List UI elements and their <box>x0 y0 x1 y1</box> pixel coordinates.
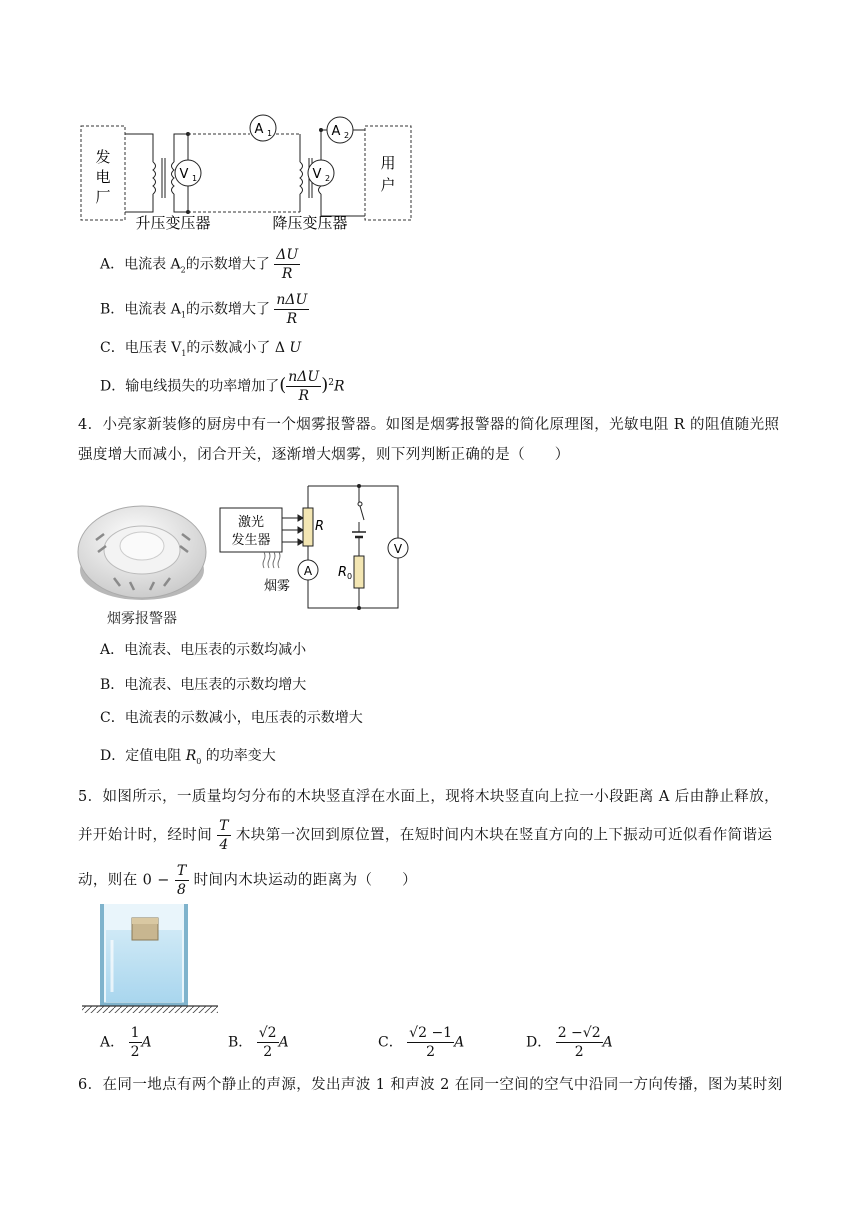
step-up-secondary-coil <box>172 162 175 194</box>
q3-option-b-fraction <box>274 291 309 328</box>
q4-option-c: C．电流表的示数减小，电压表的示数增大 <box>100 710 363 726</box>
ammeter-a1-sub: 1 <box>267 129 273 138</box>
q3-option-b-num: nΔU <box>276 292 308 308</box>
q5-option-b-den: 2 <box>263 1044 273 1060</box>
q5-option-a <box>100 1024 152 1061</box>
q3-option-d-fraction <box>286 368 321 405</box>
q5-stem-line2-den: 4 <box>219 837 229 853</box>
q3-option-b-prefix: B．电流表 A <box>100 301 181 318</box>
resistor-r0 <box>354 556 364 588</box>
q5-option-d-label: D． <box>526 1034 552 1051</box>
q5-option-a-den: 2 <box>130 1044 140 1060</box>
q6-stem-line1: 6．在同一地点有两个静止的声源，发出声波 1 和声波 2 在同一空间的空气中沿同一方向传播，图为某时刻 <box>78 1077 783 1093</box>
q3-option-d-prefix: D．输电线损失的功率增加了 <box>100 378 280 395</box>
resistor-r0-sub: 0 <box>347 572 353 581</box>
q3-option-c-sub: 1 <box>181 348 187 358</box>
transmission-diagram <box>78 112 418 232</box>
smoke-label: 烟雾 <box>264 579 291 594</box>
user-label-1: 用 <box>380 154 396 172</box>
q5-option-d-fraction <box>556 1024 603 1061</box>
ammeter-a2-letter: A <box>331 124 341 139</box>
q5-stem-line3 <box>78 862 848 899</box>
q5-option-c-den: 2 <box>426 1044 436 1060</box>
q4-option-a: A．电流表、电压表的示数均减小 <box>100 642 307 658</box>
q3-option-b <box>100 291 309 328</box>
smoke-alarm-photo <box>74 490 214 630</box>
floating-block-figure <box>78 900 224 1015</box>
step-up-label: 升压变压器 <box>135 214 211 232</box>
q5-option-b <box>228 1024 289 1061</box>
q5-option-a-var: A <box>141 1034 152 1051</box>
voltmeter-v1-sub: 1 <box>192 174 198 183</box>
laser-label-2: 发生器 <box>231 533 271 548</box>
smoke-alarm-circuit <box>214 480 414 615</box>
q3-option-c-prefix: C．电压表 V <box>100 340 182 356</box>
q3-option-a-text: 的示数增大了 <box>185 256 270 273</box>
photoresistor-label: R <box>315 519 325 534</box>
circuit-voltmeter-letter: V <box>393 542 403 556</box>
user-box <box>365 126 411 220</box>
q5-option-b-num: √2 <box>258 1025 277 1041</box>
generator-label-3: 厂 <box>95 188 111 206</box>
ground-hatch <box>82 1006 218 1013</box>
q5-option-c-var: A <box>454 1034 465 1051</box>
q4-option-b: B．电流表、电压表的示数均增大 <box>100 677 307 693</box>
q5-option-b-fraction <box>257 1024 279 1061</box>
q5-option-a-num: 1 <box>130 1025 140 1041</box>
q3-option-a-fraction <box>274 246 300 283</box>
q3-option-a-den: R <box>281 266 293 282</box>
q3-option-b-den: R <box>286 311 298 327</box>
q3-option-b-sub: 1 <box>180 310 186 320</box>
q4-option-d-sub: 0 <box>196 756 202 766</box>
q5-stem-line1: 5．如图所示，一质量均匀分布的木块竖直浮在水面上，现将木块竖直向上拉一小段距离 A 后由静止释放， <box>78 789 780 805</box>
q5-stem-line3-den: 8 <box>177 882 187 898</box>
q5-option-c <box>378 1024 464 1061</box>
q5-option-d <box>526 1024 613 1061</box>
q5-option-c-fraction <box>407 1024 454 1061</box>
q5-stem-line2-num: T <box>219 818 229 834</box>
q3-option-a-sub: 2 <box>180 265 186 275</box>
water <box>106 930 182 1002</box>
q3-option-d-den: R <box>298 388 309 404</box>
ammeter-a2-sub: 2 <box>344 131 350 140</box>
q5-stem-line3-post: 时间内木块运动的距离为（ ） <box>193 872 418 889</box>
q3-option-a-prefix: A．电流表 A <box>100 256 181 273</box>
q5-option-b-var: A <box>278 1034 289 1051</box>
voltmeter-v1-letter: V <box>179 167 189 182</box>
q5-stem-line2-post: 木块第一次回到原位置，在短时间内木块在竖直方向的上下振动可近似看作简谐运 <box>235 827 773 844</box>
q3-option-a-num: ΔU <box>276 247 299 263</box>
photoresistor-r <box>303 508 313 546</box>
voltmeter-v2-letter: V <box>312 167 322 182</box>
q4-stem-line2: 强度增大而减小，闭合开关，逐渐增大烟雾，则下列判断正确的是（ ） <box>78 447 570 463</box>
q5-stem-line2 <box>78 817 848 854</box>
q3-option-b-text: 的示数增大了 <box>185 301 270 318</box>
q4-option-d-suffix: 的功率变大 <box>205 748 276 764</box>
q3-option-d-num: nΔU <box>288 369 320 385</box>
resistor-r0-label: R <box>338 565 348 580</box>
q5-option-d-den: 2 <box>574 1044 584 1060</box>
q5-option-d-var: A <box>602 1034 613 1051</box>
q5-stem-line2-pre: 并开始计时，经时间 <box>78 827 213 844</box>
q5-option-b-label: B． <box>228 1034 253 1051</box>
voltmeter-v2-sub: 2 <box>325 174 331 183</box>
q4-option-d-var: R <box>185 748 197 764</box>
q3-option-c-text: 的示数减小了 Δ <box>186 340 285 356</box>
q5-option-a-fraction <box>129 1024 142 1061</box>
switch <box>358 502 362 506</box>
q3-option-d-exp: 2 <box>328 377 334 388</box>
q5-stem-line3-fraction <box>175 862 189 899</box>
q4-stem-line1: 4．小亮家新装修的厨房中有一个烟雾报警器。如图是烟雾报警器的简化原理图，光敏电阻 R 的阻值随光照 <box>78 417 780 433</box>
step-up-primary-coil <box>153 162 156 194</box>
smoke-alarm-caption: 烟雾报警器 <box>107 611 177 627</box>
ammeter-a1-letter: A <box>254 122 264 137</box>
q5-option-d-num: 2 −√2 <box>557 1025 601 1041</box>
user-label-2: 户 <box>380 176 396 194</box>
q3-option-c <box>100 338 301 364</box>
q4-option-d-prefix: D．定值电阻 <box>100 748 182 764</box>
q5-option-c-label: C． <box>378 1034 403 1051</box>
q3-option-c-var: U <box>289 340 302 356</box>
q3-option-a <box>100 246 300 283</box>
q3-option-d: D．输电线损失的功率增加了( $\frac{\text{nΔU}}{R}$ )$^2$R <box>100 369 345 404</box>
q4-option-d <box>100 746 276 772</box>
q5-stem-line3-pre: 动，则在 0 − <box>78 872 170 889</box>
q3-option-d-var: R <box>333 378 345 395</box>
generator-label-1: 发 <box>95 148 111 166</box>
laser-label-1: 激光 <box>237 515 265 530</box>
generator-label-2: 电 <box>95 168 111 186</box>
circuit-ammeter-letter: A <box>303 564 313 578</box>
q5-option-c-num: √2 −1 <box>409 1025 453 1041</box>
step-down-label: 降压变压器 <box>272 214 348 232</box>
q5-stem-line2-fraction <box>217 817 231 854</box>
q5-option-a-label: A． <box>100 1034 125 1051</box>
q5-stem-line3-num: T <box>176 863 187 879</box>
step-down-primary-coil <box>300 162 303 194</box>
